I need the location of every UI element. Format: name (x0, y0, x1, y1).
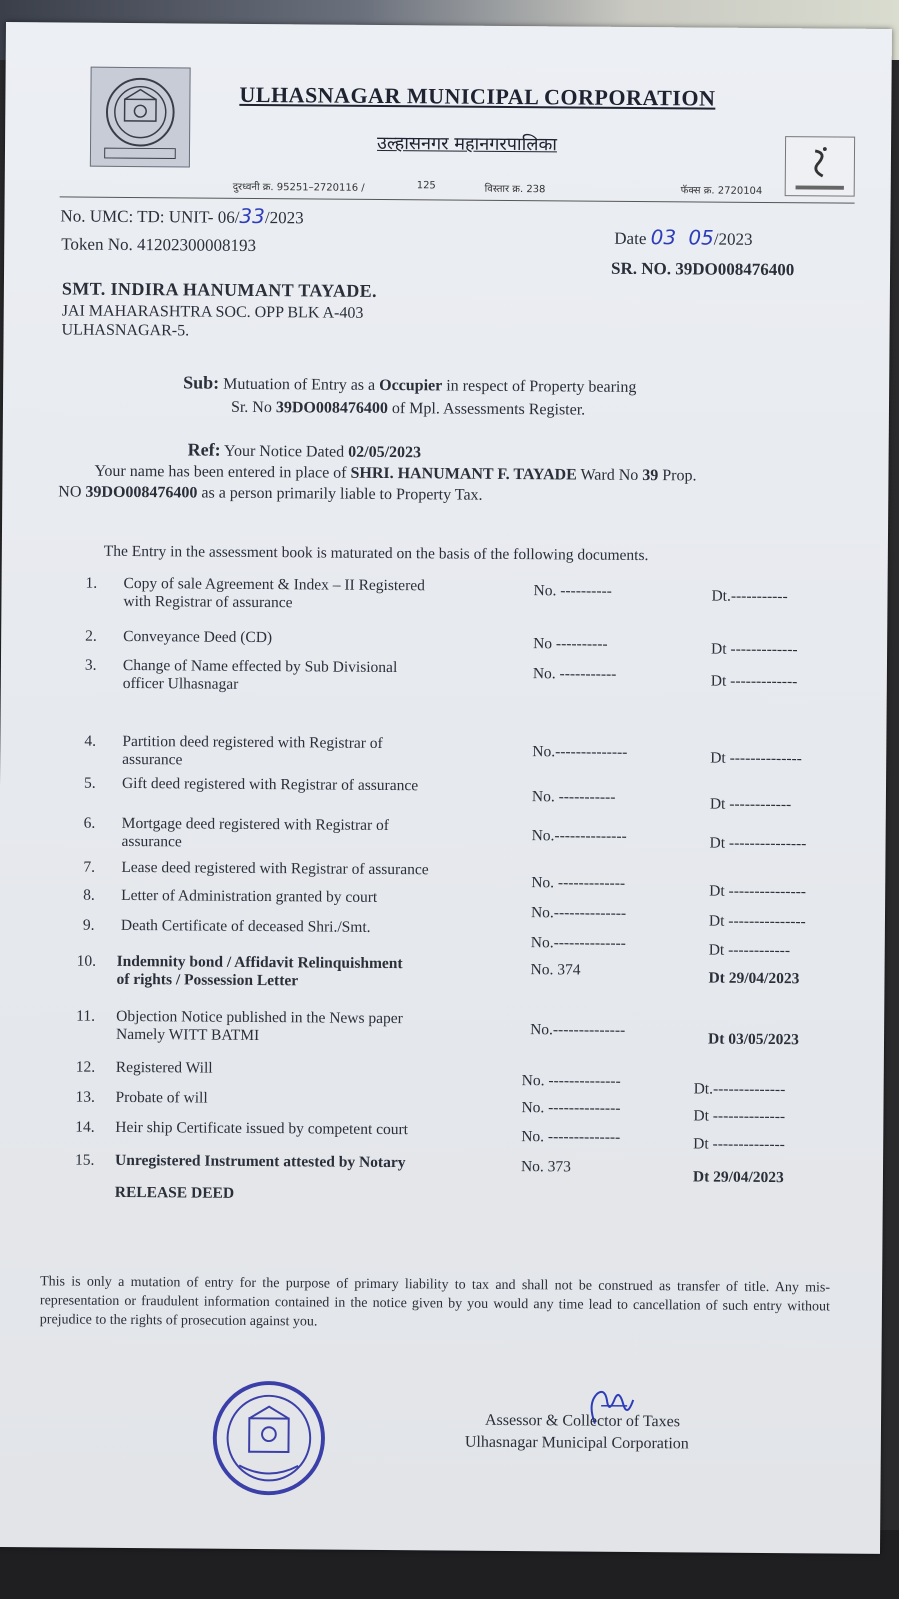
reference-number (60, 202, 303, 228)
document-item-description (116, 1059, 496, 1080)
document-description-line1: Lease deed registered with Registrar of assurance (121, 858, 429, 879)
org-name-marathi: उल्हासनगर महानगरपालिका (376, 132, 558, 156)
document-date: Dt -------------- (710, 749, 802, 768)
official-seal (209, 1379, 328, 1498)
seal-stamp-icon (209, 1379, 328, 1498)
document-item-number: 11. (76, 1007, 96, 1025)
token-number: Token No. 41202300008193 (61, 234, 257, 255)
previous-owner: SHRI. HANUMANT F. TAYADE (350, 464, 577, 484)
document-number: No. ----------- (532, 665, 617, 683)
reference-number-prefix: No. UMC: TD: UNIT- 06/ (60, 206, 240, 227)
date-label: Date (614, 228, 647, 249)
document-date: Dt.-------------- (693, 1080, 786, 1099)
document-item-description (123, 628, 503, 649)
document-item-description (122, 733, 502, 772)
document-page (0, 22, 892, 1554)
document-number: No. -------------- (521, 1072, 621, 1090)
document-description-line2: officer Ulhasnagar (122, 674, 239, 693)
document-item-number: 4. (84, 732, 97, 750)
date-day-handwritten: 03 (650, 225, 677, 250)
body-line-2 (58, 483, 482, 504)
document-description-line1: Objection Notice published in the News paper (116, 1007, 403, 1028)
body-text-2: as a person primarily liable to Property Tax. (197, 484, 483, 504)
document-number: No.-------------- (530, 1021, 626, 1039)
document-number: No.-------------- (530, 904, 627, 922)
document-number: No.-------------- (531, 827, 627, 845)
document-item-description (122, 775, 502, 796)
document-description-line2: assurance (121, 832, 182, 851)
subject-srno: 39DO008476400 (275, 399, 388, 418)
document-item-description (121, 887, 501, 908)
document-date: Dt --------------- (709, 882, 807, 901)
document-description-line1: Mortgage deed registered with Registrar of (121, 814, 390, 835)
document-description-line2: Namely WITT BATMI (115, 1025, 260, 1045)
document-item-number: 1. (85, 574, 98, 592)
document-description-line2: assurance (122, 750, 183, 769)
document-number: No. ---------- (533, 582, 612, 600)
document-date: Dt ------------- (711, 640, 798, 659)
body-text-1: Your name has been entered in place of (94, 462, 351, 482)
document-description-line1: Unregistered Instrument attested by Notary (114, 1151, 406, 1172)
extension-number: विस्तार क्र. 238 (484, 183, 546, 196)
reference-number-handwritten: 33 (239, 203, 266, 229)
document-description-line1: Partition deed registered with Registrar of (122, 732, 383, 752)
reference-text: Your Notice Dated (220, 442, 349, 461)
document-item-description (123, 657, 503, 696)
document-item-description (115, 1089, 495, 1110)
document-description-line1: Copy of sale Agreement & Index – II Registered (123, 574, 425, 595)
date-month-handwritten: 05 (688, 225, 714, 250)
corporation-emblem-icon (91, 68, 190, 167)
document-number: No. ------------- (531, 874, 626, 892)
body-prop-label: Prop. (658, 467, 697, 485)
document-date: Dt --------------- (709, 834, 807, 853)
document-date: Dt 29/04/2023 (692, 1168, 784, 1187)
document-item-number: 7. (83, 858, 96, 876)
documents-intro: The Entry in the assessment book is maturated on the basis of the following documents. (103, 542, 649, 565)
document-description-line1: Indemnity bond / Affidavit Relinquishment (116, 952, 403, 973)
signatory-organization: Ulhasnagar Municipal Corporation (464, 1433, 689, 1453)
document-item-number: 5. (83, 774, 96, 792)
document-date: Dt -------------- (693, 1107, 786, 1126)
document-description-line1: Letter of Administration granted by court (121, 886, 378, 906)
document-date: Dt ------------- (710, 672, 798, 691)
addressee-name: SMT. INDIRA HANUMANT TAYADE. (61, 278, 378, 301)
document-date: Dt --------------- (708, 912, 806, 931)
document-item-number: 13. (75, 1088, 95, 1106)
letter-date (614, 225, 752, 250)
document-item-description (115, 1119, 495, 1140)
date-year: /2023 (713, 229, 753, 249)
document-description-line1: Heir ship Certificate issued by competent court (115, 1118, 409, 1139)
document-item-number: 12. (75, 1058, 96, 1076)
subject-text-2: in respect of Property bearing (442, 377, 637, 396)
document-number: No. -------------- (521, 1099, 621, 1117)
document-number: No ---------- (533, 635, 608, 653)
document-date: Dt 29/04/2023 (708, 969, 800, 988)
document-number: No.-------------- (530, 934, 626, 952)
document-number: No. 373 (520, 1158, 572, 1176)
corporation-logo (90, 67, 191, 168)
subject-label: Sub: (183, 372, 220, 393)
campaign-logo (785, 136, 855, 197)
subject-line (183, 372, 636, 397)
document-description-line1: Change of Name effected by Sub Divisional (122, 656, 398, 677)
document-item-description (121, 859, 501, 880)
reference-label: Ref: (187, 439, 221, 460)
swachh-emblem-icon (786, 137, 854, 196)
document-item-description (121, 815, 501, 854)
document-item-description (116, 953, 496, 992)
document-description-line1: Conveyance Deed (CD) (123, 627, 273, 647)
phone-number: दुरध्वनी क्र. 95251–2720116 / (232, 181, 365, 194)
document-description-line1: Gift deed registered with Registrar of assurance (121, 774, 419, 795)
document-date: Dt ------------ (709, 795, 792, 814)
document-number: No. -------------- (521, 1128, 621, 1146)
document-date: Dt 03/05/2023 (707, 1030, 799, 1049)
body-ward-label: Ward No (576, 466, 643, 485)
document-description-line1: Death Certificate of deceased Shri./Smt. (120, 916, 371, 936)
document-description-line2: RELEASE DEED (114, 1183, 235, 1202)
body-no-label: NO (58, 483, 86, 501)
document-item-description (115, 1152, 495, 1205)
property-number: 39DO008476400 (85, 483, 198, 502)
disclaimer-text: This is only a mutation of entry for the purpose of primary liability to tax and shall not be construed as transfer of title. Any mis-representation or fraudulent information contained in the notice given by you would any time lead to cancellation of such entry without prejudice to the rights of prosecution against you. (39, 1274, 831, 1330)
document-number: No.-------------- (532, 743, 628, 761)
subject-srno-label: Sr. No (230, 398, 276, 417)
document-item-number: 8. (83, 886, 95, 904)
document-item-number: 6. (83, 814, 96, 832)
document-item-description (121, 917, 501, 938)
org-name-english: ULHASNAGAR MUNICIPAL CORPORATION (239, 81, 716, 111)
phone-extension: 125 (416, 180, 436, 192)
document-description-line1: Registered Will (115, 1058, 213, 1077)
document-description-line2: with Registrar of assurance (123, 592, 293, 612)
reference-number-suffix: /2023 (264, 208, 304, 228)
signatory-title: Assessor & Collector of Taxes (484, 1411, 681, 1431)
document-item-description (123, 575, 503, 614)
fax-number: फॅक्स क्र. 2720104 (680, 185, 763, 197)
reference-date: 02/05/2023 (348, 443, 422, 462)
document-item-description (116, 1008, 496, 1047)
serial-number: SR. NO. 39DO008476400 (611, 258, 795, 280)
addressee-address-line1: JAI MAHARASHTRA SOC. OPP BLK A-403 (61, 302, 364, 322)
document-date: Dt.----------- (711, 587, 788, 606)
document-item-number: 10. (76, 952, 97, 970)
reference-line (188, 439, 422, 462)
document-description-line2: of rights / Possession Letter (116, 970, 299, 990)
document-item-number: 3. (84, 656, 97, 674)
document-item-number: 14. (75, 1118, 95, 1136)
ward-number: 39 (642, 467, 659, 485)
document-number: No. 374 (530, 961, 581, 979)
subject-line-2 (231, 399, 585, 420)
subject-occupier: Occupier (379, 376, 443, 395)
body-line-1 (94, 463, 696, 486)
addressee-address-line2: ULHASNAGAR-5. (61, 321, 190, 340)
document-description-line1: Probate of will (115, 1088, 208, 1107)
subject-register: of Mpl. Assessments Register. (387, 400, 586, 419)
document-item-number: 9. (82, 916, 95, 934)
document-number: No. ----------- (531, 788, 616, 806)
document-item-number: 15. (74, 1151, 95, 1169)
document-date: Dt -------------- (693, 1135, 785, 1154)
document-date: Dt ------------ (708, 941, 791, 960)
document-item-number: 2. (85, 627, 97, 645)
subject-text-1: Mutuation of Entry as a (219, 375, 380, 394)
